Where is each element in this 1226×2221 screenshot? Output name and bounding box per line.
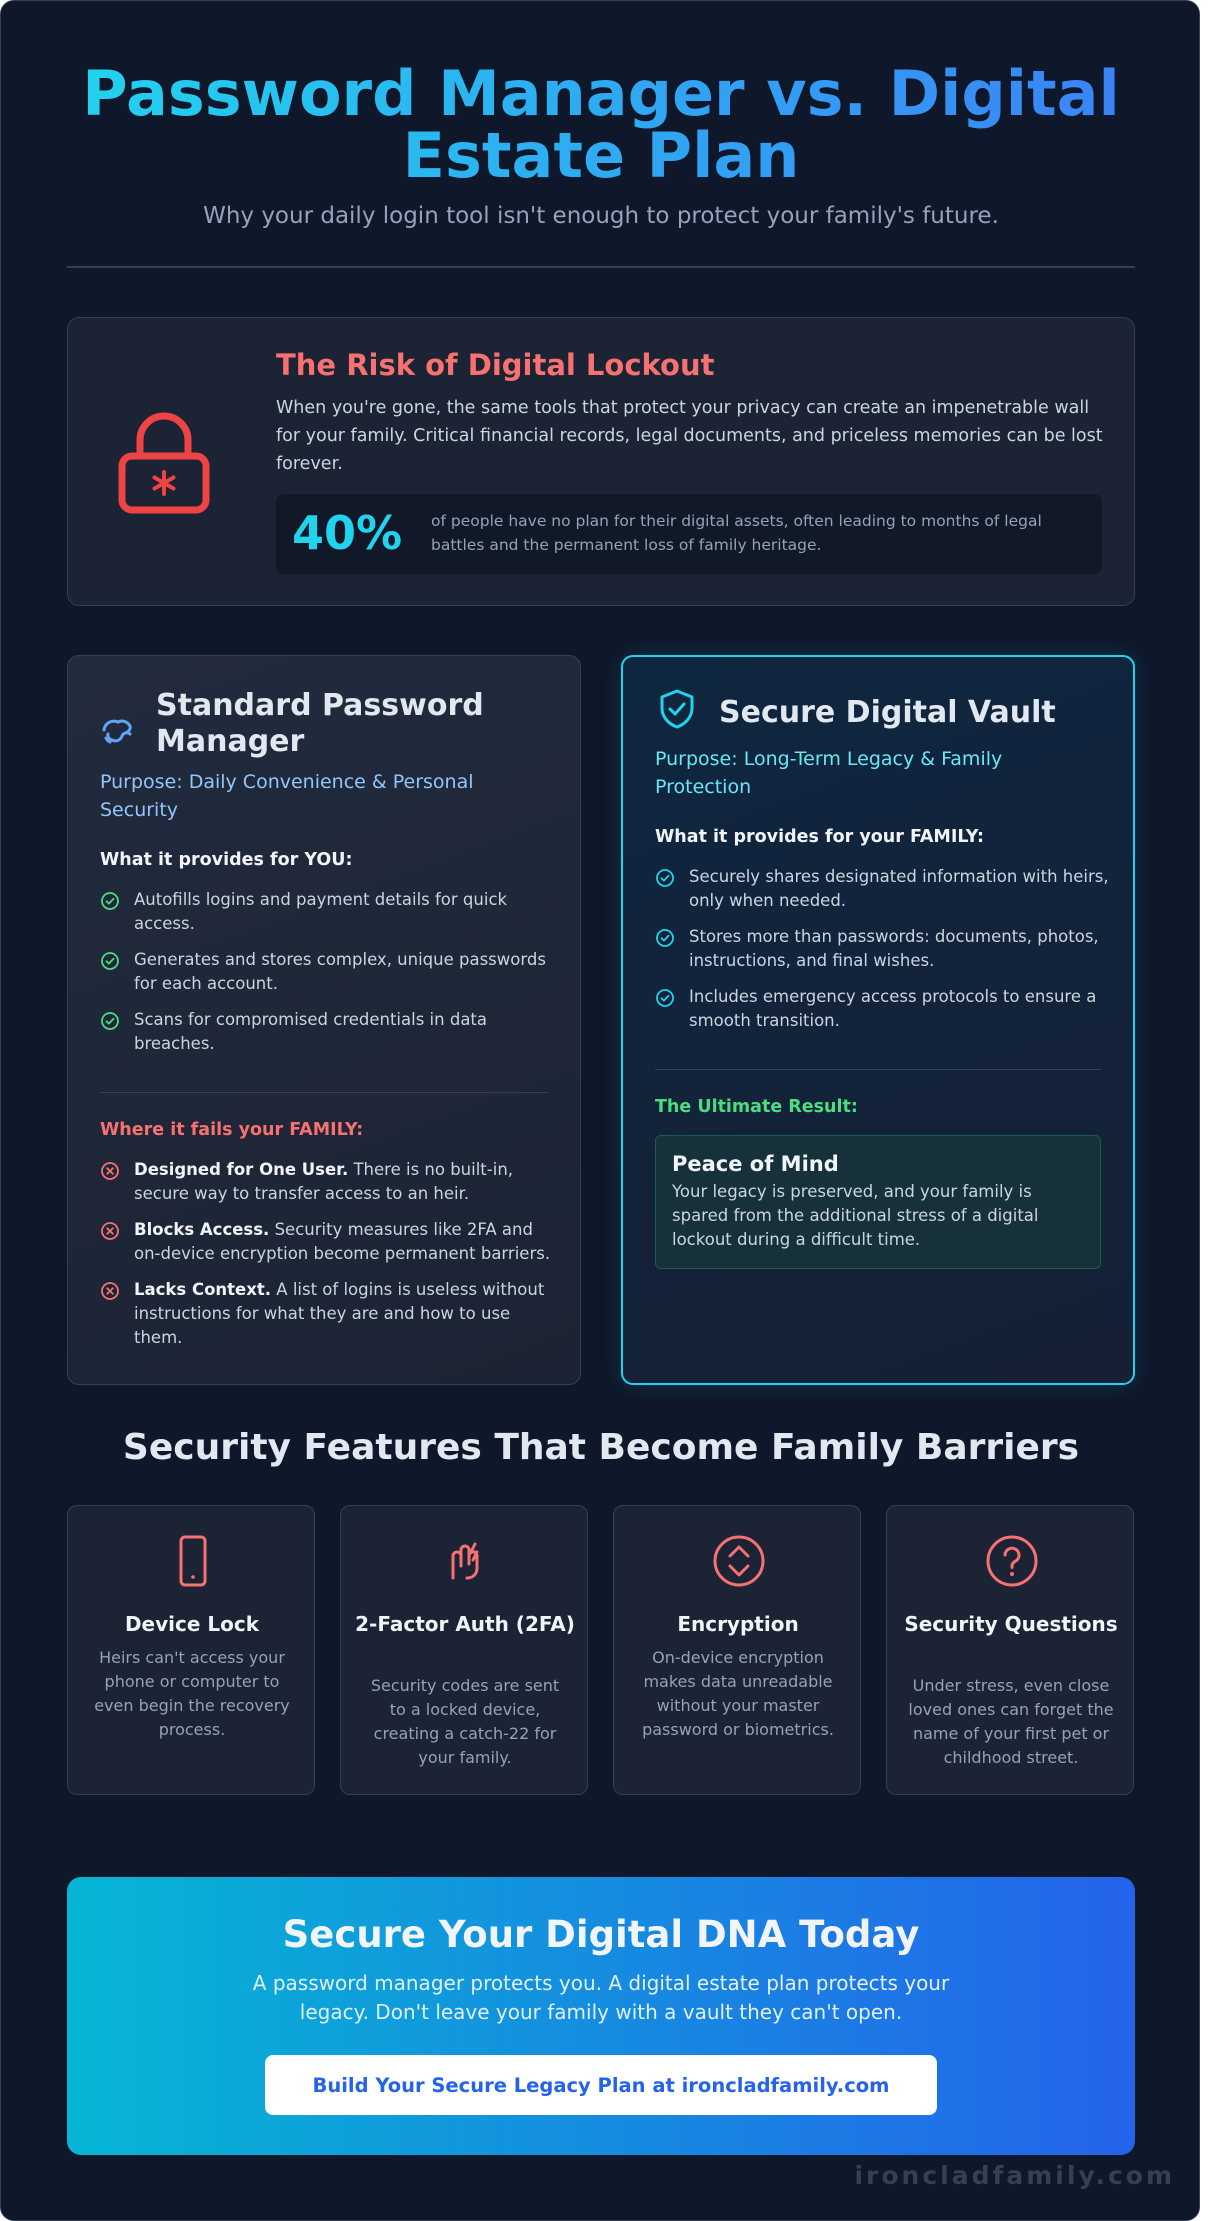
feature-title: Device Lock xyxy=(124,1612,260,1636)
feature-title: Encryption xyxy=(677,1612,799,1636)
x-circle-icon xyxy=(100,1161,120,1181)
list-item: Blocks Access. Security measures like 2FA and on-device encryption become permanent barriers. xyxy=(90,1218,560,1266)
build-plan-button[interactable]: Build Your Secure Legacy Plan at ironcladfamily.com xyxy=(265,2055,937,2115)
watermark: ironcladfamily.com xyxy=(854,2161,1175,2190)
feature-card-2fa xyxy=(340,1505,588,1795)
feature-title: Security Questions xyxy=(904,1612,1118,1636)
features-title: Security Features That Become Family Barriers xyxy=(122,1427,1080,1468)
vault-result-label: The Ultimate Result: xyxy=(655,1097,858,1117)
question-icon xyxy=(985,1534,1039,1588)
check-circle-icon xyxy=(100,891,120,911)
standard-provides-label: What it provides for YOU: xyxy=(100,850,353,870)
risk-title: The Risk of Digital Lockout xyxy=(276,348,715,382)
cta-title: Secure Your Digital DNA Today xyxy=(282,1913,920,1956)
check-circle-icon xyxy=(655,868,675,888)
standard-provides-list xyxy=(90,888,560,1068)
card-divider xyxy=(655,1069,1101,1070)
standard-purpose: Purpose: Daily Convenience & Personal Security xyxy=(100,771,474,821)
title-line-2: Estate Plan xyxy=(402,119,800,192)
feature-text: Heirs can't access your phone or computer to even begin the recovery process. xyxy=(94,1648,290,1739)
standard-fails-label: Where it fails your FAMILY: xyxy=(100,1120,364,1140)
peace-of-mind-box xyxy=(655,1135,1101,1269)
standard-password-manager-card xyxy=(67,655,581,1385)
feature-text: Under stress, even close loved ones can forget the name of your first pet or childhood street. xyxy=(908,1676,1114,1767)
cta-banner xyxy=(67,1877,1135,2155)
list-item: Lacks Context. A list of logins is useless without instructions for what they are and how to use them. xyxy=(90,1278,560,1350)
feature-card-security-questions xyxy=(886,1505,1134,1795)
stat-box xyxy=(276,494,1102,574)
risk-description: When you're gone, the same tools that protect your privacy can create an impenetrable wall for your family. Critical financial records, legal documents, and priceless memories can be lost forever. xyxy=(276,398,1103,474)
phone-icon xyxy=(166,1534,220,1588)
title-line-1: Password Manager vs. Digital xyxy=(82,57,1120,130)
page-subtitle: Why your daily login tool isn't enough to protect your family's future. xyxy=(203,203,999,229)
check-circle-icon xyxy=(100,1011,120,1031)
vault-purpose: Purpose: Long-Term Legacy & Family Protection xyxy=(655,748,1003,798)
list-item: Autofills logins and payment details for quick access. xyxy=(90,888,560,936)
feature-text: On-device encryption makes data unreadable without your master password or biometrics. xyxy=(642,1648,834,1739)
vault-provides-list xyxy=(645,865,1115,1045)
feature-card-encryption xyxy=(613,1505,861,1795)
check-circle-icon xyxy=(100,951,120,971)
x-circle-icon xyxy=(100,1221,120,1241)
peace-text: Your legacy is preserved, and your family is spared from the additional stress of a digital lockout during a difficult time. xyxy=(672,1182,1039,1249)
vault-provides-label: What it provides for your FAMILY: xyxy=(655,827,984,847)
hand-tap-icon xyxy=(439,1534,493,1588)
cta-text: A password manager protects you. A digital estate plan protects your legacy. Don't leave your family with a vault they can't open. xyxy=(252,1971,950,2024)
check-circle-icon xyxy=(655,928,675,948)
risk-card xyxy=(67,317,1135,606)
standard-title: Standard Password Manager xyxy=(156,688,484,759)
list-item: Securely shares designated information with heirs, only when needed. xyxy=(645,865,1115,913)
secure-digital-vault-card xyxy=(621,655,1135,1385)
x-circle-icon xyxy=(100,1281,120,1301)
fingerprint-icon xyxy=(98,708,142,752)
page-title xyxy=(61,57,1141,192)
feature-title: 2-Factor Auth (2FA) xyxy=(355,1612,575,1636)
list-item: Scans for compromised credentials in data breaches. xyxy=(90,1008,560,1056)
vault-title: Secure Digital Vault xyxy=(719,695,1056,730)
list-item: Designed for One User. There is no built-in, secure way to transfer access to an heir. xyxy=(90,1158,560,1206)
stat-description: of people have no plan for their digital assets, often leading to months of legal battles and the permanent loss of family heritage. xyxy=(431,512,1042,554)
card-divider xyxy=(100,1092,548,1093)
feature-card-device-lock xyxy=(67,1505,315,1795)
lock-icon xyxy=(114,408,214,518)
encryption-icon xyxy=(712,1534,766,1588)
list-item: Includes emergency access protocols to ensure a smooth transition. xyxy=(645,985,1115,1033)
standard-fails-list xyxy=(90,1158,560,1362)
shield-check-icon xyxy=(655,687,699,731)
list-item: Stores more than passwords: documents, photos, instructions, and final wishes. xyxy=(645,925,1115,973)
feature-text: Security codes are sent to a locked device, creating a catch-22 for your family. xyxy=(370,1676,560,1767)
check-circle-icon xyxy=(655,988,675,1008)
header-divider xyxy=(67,266,1135,268)
list-item: Generates and stores complex, unique passwords for each account. xyxy=(90,948,560,996)
peace-title: Peace of Mind xyxy=(672,1152,839,1176)
stat-value: 40% xyxy=(292,506,403,560)
